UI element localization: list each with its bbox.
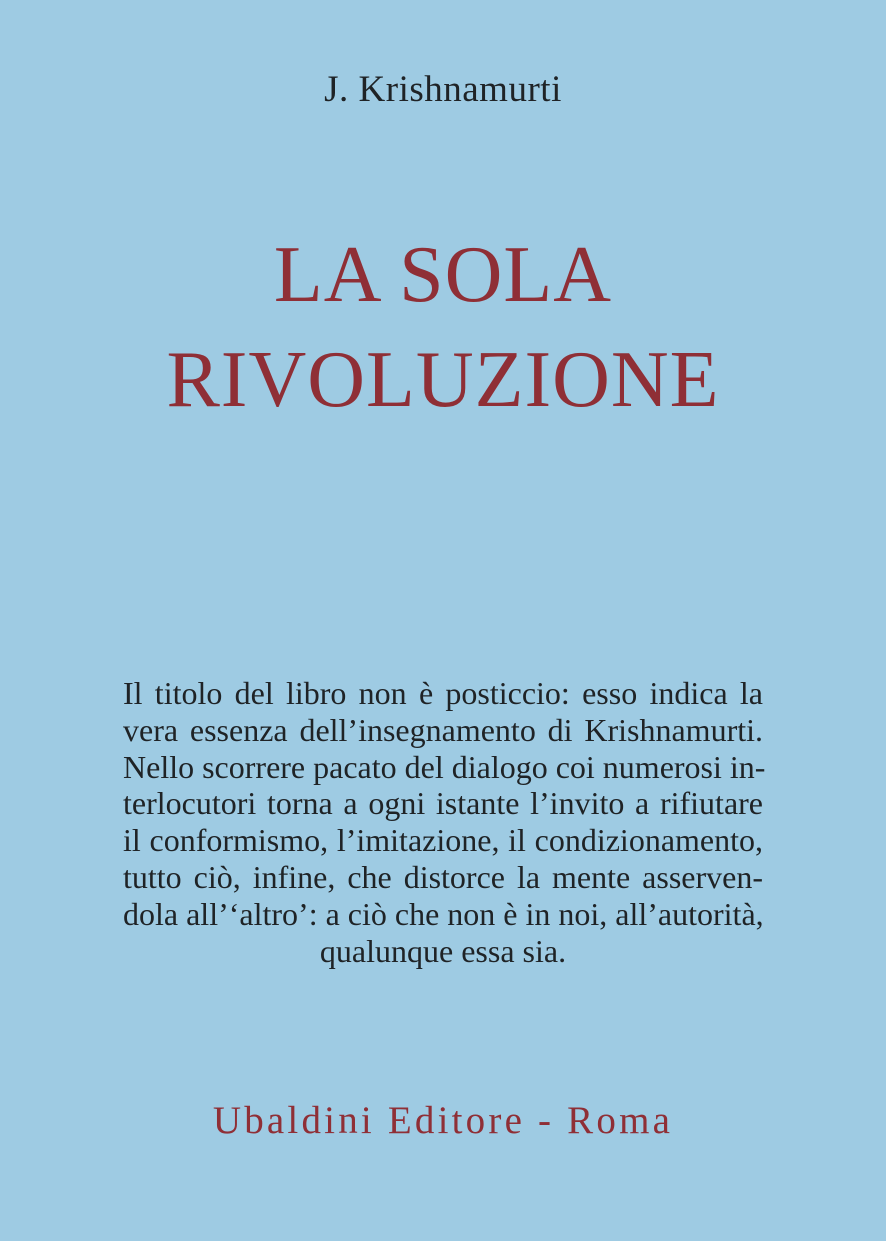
title-line-2: RIVOLUZIONE: [166, 336, 720, 424]
blurb-line-1: Il titolo del libro non è posticcio: esso indica la: [123, 675, 763, 711]
blurb-line-4: terlocutori torna a ogni istante l’invito a rifiutare: [123, 785, 763, 822]
blurb-line-3: Nello scorrere pacato del dialogo coi numerosi in-: [123, 748, 766, 785]
blurb-line-6: tutto ciò, infine, che distorce la mente asserven-: [123, 858, 763, 895]
blurb-line-7: dola all’‘altro’: a ciò che non è in noi, all’autorità,: [123, 895, 764, 932]
blurb-line-5: il conformismo, l’imitazione, il condizionamento,: [123, 822, 763, 859]
blurb-line-2: vera essenza dell’insegnamento di Krishnamurti.: [123, 711, 763, 748]
publisher-imprint: Ubaldini Editore - Roma: [212, 1099, 674, 1142]
title-line-1: LA SOLA: [273, 231, 613, 319]
back-cover-blurb: [123, 675, 766, 969]
author-name: J. Krishnamurti: [324, 69, 562, 110]
blurb-line-8: qualunque essa sia.: [319, 932, 567, 969]
